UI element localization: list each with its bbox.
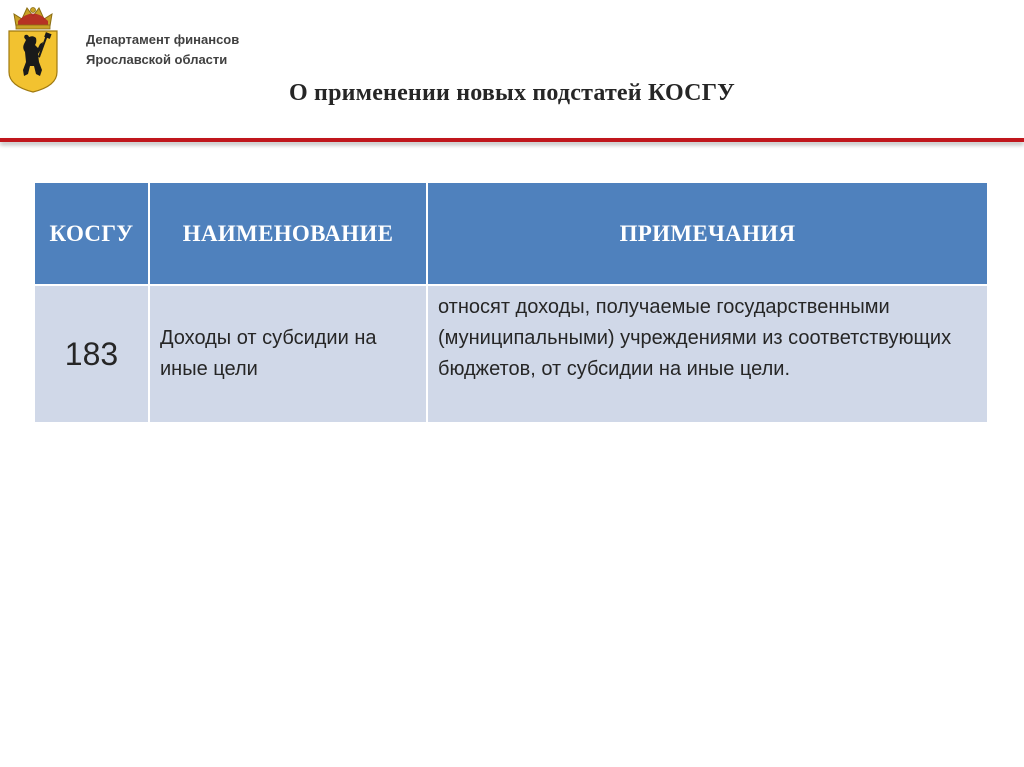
kosgu-table xyxy=(33,181,989,424)
cell-note: относят доходы, получаемые государственными (муниципальными) учреждениями из соответствующих бюджетов, от субсидии на иные цели. xyxy=(427,285,988,423)
column-header-notes: ПРИМЕЧАНИЯ xyxy=(427,182,988,285)
department-line1: Департамент финансов xyxy=(86,32,240,47)
cell-name: Доходы от субсидии на иные цели xyxy=(149,285,427,423)
table-row xyxy=(34,285,988,423)
slide-title: О применении новых подстатей КОСГУ xyxy=(288,80,735,106)
title-divider xyxy=(0,138,1024,142)
cell-code: 183 xyxy=(34,285,149,423)
department-line2: Ярославской области xyxy=(86,52,228,67)
department-name xyxy=(86,30,239,70)
column-header-name: НАИМЕНОВАНИЕ xyxy=(149,182,427,285)
column-header-kosgu: КОСГУ xyxy=(34,182,149,285)
table-header-row xyxy=(34,182,988,285)
